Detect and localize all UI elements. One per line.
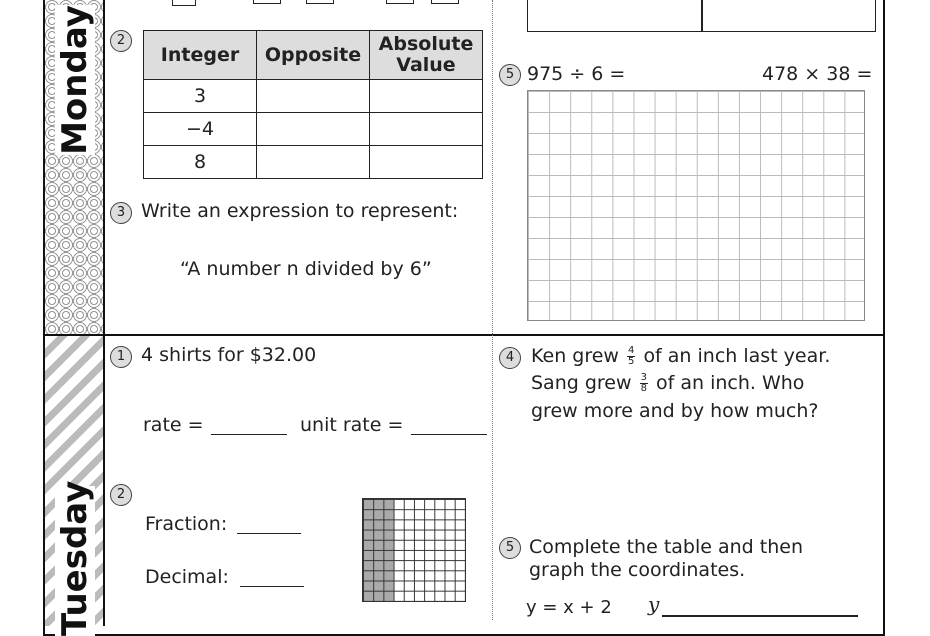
rate-label: rate = [143,414,204,436]
fraction-label: Fraction: [145,513,228,535]
q5-number-badge: 5 [499,64,521,86]
integer-table [143,30,483,179]
q4-line1-end: of an inch last year. [643,345,831,367]
table-divider [701,0,703,31]
column-divider [492,0,493,620]
integer-cell: −4 [144,113,257,146]
header-absolute-value: Absolute Value [370,31,483,80]
t-q5-line-1: Complete the table and then [529,536,803,558]
q4-line2-start: Sang grew [531,372,632,394]
opposite-cell[interactable] [257,113,370,146]
opposite-cell[interactable] [257,146,370,179]
q4-answer-table [527,0,876,32]
absolute-value-cell[interactable] [370,146,483,179]
unit-rate-label: unit rate = [300,414,404,436]
absolute-value-cell[interactable] [370,80,483,113]
tuesday-sidebar [45,336,105,636]
answer-box[interactable] [253,0,281,4]
answer-box[interactable] [172,0,196,6]
q4-line2-end: of an inch. Who [656,372,805,394]
answer-box[interactable] [386,0,414,4]
unit-rate-answer-blank[interactable] [411,434,487,435]
t-q5-line-2: graph the coordinates. [529,559,746,581]
absolute-value-cell[interactable] [370,113,483,146]
decimal-answer-blank[interactable] [240,586,304,587]
t-q1-number-badge: 1 [110,346,132,368]
q4-line-1 [531,345,830,367]
q4-line-2 [531,372,804,394]
opposite-cell[interactable] [257,80,370,113]
table-row [144,80,483,113]
q2-number-badge: 2 [110,30,132,52]
q5-work-grid[interactable] [527,90,865,321]
q4-line-3: grew more and by how much? [531,400,819,422]
fraction-answer-blank[interactable] [237,533,301,534]
table-row [144,146,483,179]
tuesday-day-label: Tuesday [55,480,95,636]
t-q2-number-badge: 2 [110,484,132,506]
answer-box[interactable] [431,0,459,4]
integer-cell: 8 [144,146,257,179]
q5-multiplication-problem: 478 × 38 = [762,63,873,85]
y-axis-label: y [648,592,660,616]
table-row [144,113,483,146]
q3-prompt: Write an expression to represent: [141,200,459,222]
q4-line1-start: Ken grew [531,345,619,367]
table-top-line [662,615,858,617]
fraction-three-eighths: $\frac{3}{8}$ [640,372,647,394]
t-q5-number-badge: 5 [499,537,521,559]
day-divider [45,334,885,336]
header-integer: Integer [144,31,257,80]
t-q4-number-badge: 4 [499,347,521,369]
decimal-label: Decimal: [145,566,229,588]
t-q1-prompt: 4 shirts for $32.00 [141,344,317,366]
q3-quote: “A number n divided by 6” [180,258,432,280]
hundred-grid [362,498,466,602]
header-opposite: Opposite [257,31,370,80]
answer-box[interactable] [306,0,334,4]
rate-answer-blank[interactable] [211,434,287,435]
fraction-four-fifths: $\frac{4}{5}$ [628,345,635,367]
q5-division-problem: 975 ÷ 6 = [527,63,626,85]
monday-sidebar [45,0,105,334]
monday-day-label: Monday [55,5,95,155]
q3-number-badge: 3 [110,202,132,224]
integer-cell: 3 [144,80,257,113]
equation: y = x + 2 [526,597,612,618]
